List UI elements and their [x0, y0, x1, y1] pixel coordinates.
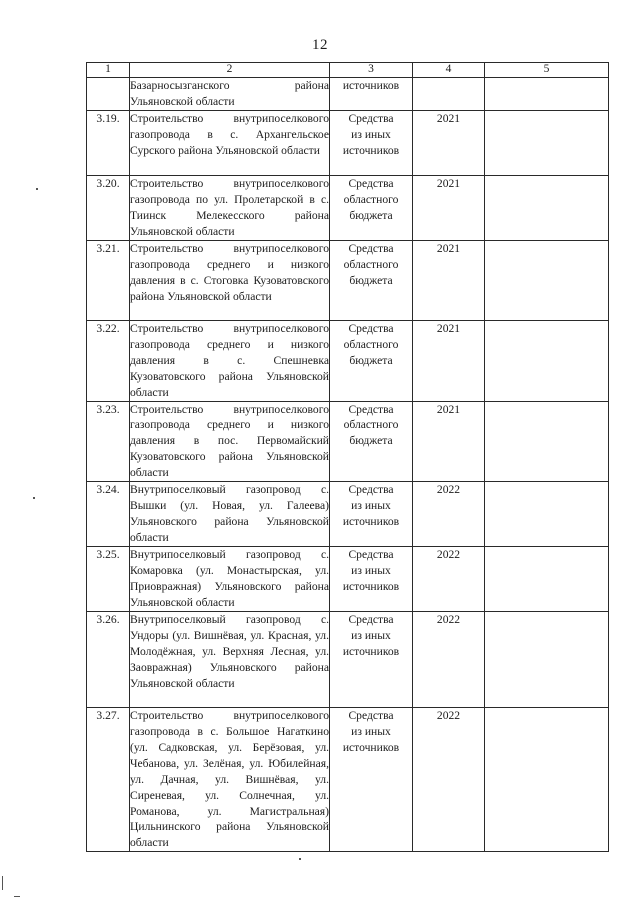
table-row — [87, 401, 609, 482]
page-number: 12 — [312, 37, 328, 53]
row-number: 3.26. — [87, 612, 130, 708]
funding-source: Средства областного бюджета — [330, 176, 413, 241]
notes-cell — [485, 241, 609, 321]
column-header: 2 — [130, 63, 330, 78]
object-name: Строительство внутрипоселкового газопровода среднего и низкого давления в с. Стоговка Кузоватовского района Ульяновской области — [130, 241, 330, 321]
year: 2022 — [413, 612, 485, 708]
column-header: 3 — [330, 63, 413, 78]
object-name: Строительство внутрипоселкового газопровода по ул. Пролетарской в с. Тиинск Мелекесского района Ульяновской области — [130, 176, 330, 241]
notes-cell — [485, 321, 609, 402]
scan-mark — [2, 876, 3, 890]
year: 2021 — [413, 401, 485, 482]
column-header: 1 — [87, 63, 130, 78]
year: 2021 — [413, 111, 485, 176]
object-name: Базарносызганского района Ульяновской области — [130, 78, 330, 111]
scan-mark — [299, 858, 301, 860]
notes-cell — [485, 176, 609, 241]
object-name: Внутрипоселковый газопровод с. Комаровка (ул. Монастырская, ул. Приовражная) Ульяновского района Ульяновской области — [130, 547, 330, 612]
row-number: 3.24. — [87, 482, 130, 547]
header-row — [87, 63, 609, 78]
table-row — [87, 612, 609, 708]
scan-mark — [33, 497, 35, 499]
object-name: Внутрипоселковый газопровод с. Вышки (ул. Новая, ул. Галеева) Ульяновского района Ульяновской области — [130, 482, 330, 547]
row-number: 3.22. — [87, 321, 130, 402]
scan-mark — [14, 896, 20, 897]
notes-cell — [485, 482, 609, 547]
funding-source: Средства областного бюджета — [330, 321, 413, 402]
column-header: 5 — [485, 63, 609, 78]
funding-source: Средства из иных источников — [330, 708, 413, 852]
object-name: Строительство внутрипоселкового газопровода в с. Большое Нагаткино (ул. Садковская, ул. Берёзовая, ул. Чебанова, ул. Зелёная, ул. Юбилейная, ул. Дачная, ул. Вишнёвая, ул. Сиреневая, ул. Солнечная, ул. Романова, ул. Магистральная) Цильнинского района Ульяновской области — [130, 708, 330, 852]
row-number: 3.21. — [87, 241, 130, 321]
funding-source: источников — [330, 78, 413, 111]
funding-source: Средства областного бюджета — [330, 241, 413, 321]
scan-mark — [36, 188, 38, 190]
row-number: 3.19. — [87, 111, 130, 176]
table-row — [87, 241, 609, 321]
notes-cell — [485, 708, 609, 852]
object-name: Внутрипоселковый газопровод с. Ундоры (ул. Вишнёвая, ул. Красная, ул. Молодёжная, ул. Верхняя Лесная, ул. Заовражная) Ульяновского района Ульяновской области — [130, 612, 330, 708]
table-row — [87, 708, 609, 852]
year: 2022 — [413, 482, 485, 547]
row-number — [87, 78, 130, 111]
row-number: 3.20. — [87, 176, 130, 241]
object-name: Строительство внутрипоселкового газопровода в с. Архангельское Сурского района Ульяновской области — [130, 111, 330, 176]
funding-source: Средства из иных источников — [330, 482, 413, 547]
funding-source: Средства из иных источников — [330, 612, 413, 708]
table-row — [87, 176, 609, 241]
notes-cell — [485, 547, 609, 612]
year: 2022 — [413, 708, 485, 852]
column-header: 4 — [413, 63, 485, 78]
notes-cell — [485, 111, 609, 176]
notes-cell — [485, 612, 609, 708]
funding-source: Средства из иных источников — [330, 111, 413, 176]
year — [413, 78, 485, 111]
year: 2021 — [413, 321, 485, 402]
programme-table — [86, 62, 609, 852]
notes-cell — [485, 401, 609, 482]
funding-source: Средства областного бюджета — [330, 401, 413, 482]
table-row — [87, 111, 609, 176]
funding-source: Средства из иных источников — [330, 547, 413, 612]
notes-cell — [485, 78, 609, 111]
year: 2021 — [413, 176, 485, 241]
year: 2022 — [413, 547, 485, 612]
row-number: 3.23. — [87, 401, 130, 482]
table-row — [87, 78, 609, 111]
table-row — [87, 482, 609, 547]
table-row — [87, 321, 609, 402]
row-number: 3.27. — [87, 708, 130, 852]
object-name: Строительство внутрипоселкового газопровода среднего и низкого давления в пос. Первомайский Кузоватовского района Ульяновской области — [130, 401, 330, 482]
object-name: Строительство внутрипоселкового газопровода среднего и низкого давления в с. Спешневка Кузоватовского района Ульяновской области — [130, 321, 330, 402]
row-number: 3.25. — [87, 547, 130, 612]
year: 2021 — [413, 241, 485, 321]
table-row — [87, 547, 609, 612]
